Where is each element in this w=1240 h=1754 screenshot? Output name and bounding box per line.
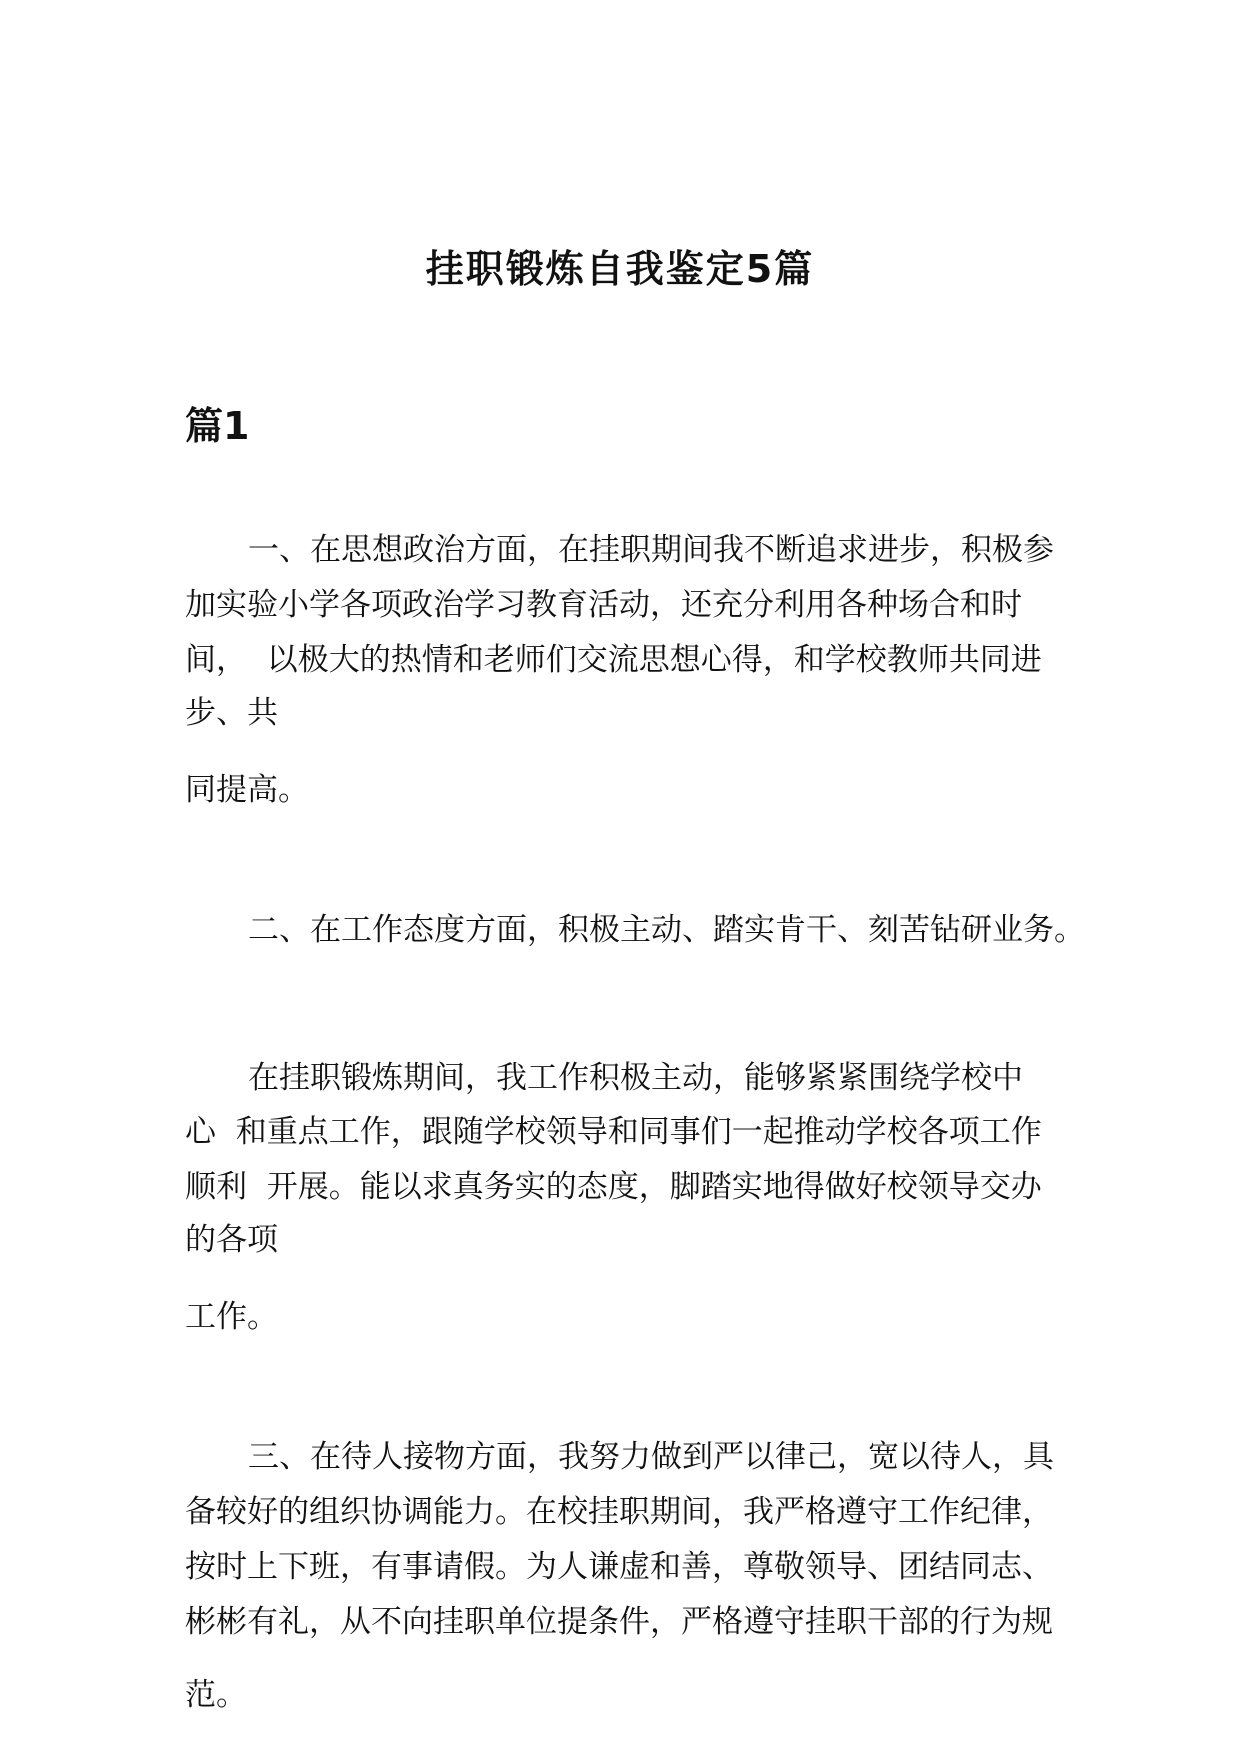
paragraph-1-line-3: 间， 以极大的热情和老师们交流思想心得，和学校教师共同进 (185, 642, 1042, 678)
paragraph-4-line-3: 按时上下班，有事请假。为人谦虚和善，尊敬领导、团结同志、 (185, 1549, 1053, 1585)
paragraph-4-line-2: 备较好的组织协调能力。在校挂职期间，我严格遵守工作纪律， (185, 1494, 1053, 1530)
paragraph-3-line-2: 心 和重点工作，跟随学校领导和同事们一起推动学校各项工作 (185, 1114, 1042, 1150)
paragraph-4-line-1: 三、在待人接物方面，我努力做到严以律己，宽以待人，具 (248, 1439, 1054, 1475)
paragraph-1-line-1: 一、在思想政治方面，在挂职期间我不断追求进步，积极参 (248, 532, 1054, 568)
paragraph-1-line-4: 步、共 (185, 695, 278, 731)
document-title: 挂职锻炼自我鉴定5篇 (425, 247, 815, 291)
paragraph-1-line-2: 加实验小学各项政治学习教育活动，还充分利用各种场合和时 (185, 587, 1022, 623)
paragraph-4-line-5: 范。 (185, 1677, 247, 1713)
paragraph-3-line-1: 在挂职锻炼期间，我工作积极主动，能够紧紧围绕学校中 (248, 1060, 1023, 1096)
paragraph-3-line-5: 工作。 (185, 1299, 278, 1335)
paragraph-1-line-5: 同提高。 (185, 772, 309, 808)
paragraph-3-line-4: 的各项 (185, 1222, 278, 1258)
section-heading: 篇1 (185, 404, 250, 448)
paragraph-4-line-4: 彬彬有礼，从不向挂职单位提条件，严格遵守挂职干部的行为规 (185, 1604, 1053, 1640)
paragraph-3-line-3: 顺利 开展。能以求真务实的态度，脚踏实地得做好校领导交办 (185, 1169, 1042, 1205)
paragraph-2-line-1: 二、在工作态度方面，积极主动、踏实肯干、刻苦钻研业务。 (248, 912, 1085, 948)
